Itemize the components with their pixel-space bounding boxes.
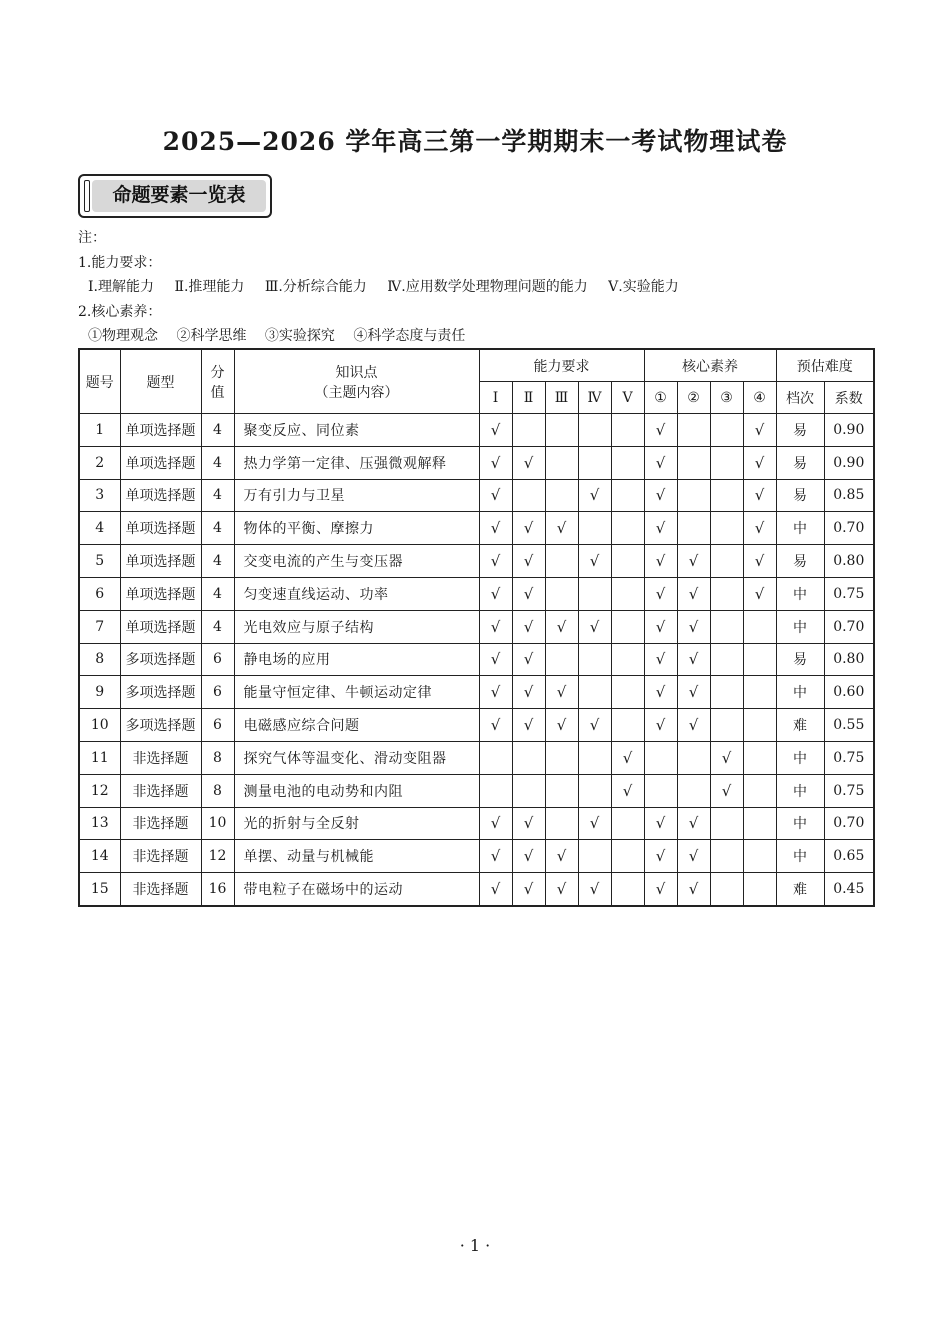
cell-score: 6	[201, 643, 234, 676]
cell-topic: 探究气体等温变化、滑动变阻器	[234, 741, 479, 774]
cell-literacy-check: √	[743, 545, 776, 578]
cell-score: 6	[201, 676, 234, 709]
cell-score: 4	[201, 577, 234, 610]
cell-ability-check	[545, 741, 578, 774]
cell-literacy-check: √	[677, 873, 710, 906]
cell-ability-check: √	[479, 643, 512, 676]
cell-ability-check: √	[512, 807, 545, 840]
cell-level: 中	[776, 512, 824, 545]
cell-literacy-check	[677, 479, 710, 512]
cell-literacy-check: √	[710, 741, 743, 774]
cell-type: 非选择题	[120, 774, 201, 807]
header-score	[201, 349, 234, 414]
cell-coef: 0.90	[824, 446, 874, 479]
literacy-title: 2.核心素养：	[78, 303, 162, 320]
cell-ability-check: √	[545, 709, 578, 742]
cell-coef: 0.70	[824, 807, 874, 840]
page-number: · 1 ·	[459, 1236, 491, 1255]
cell-ability-check: √	[578, 807, 611, 840]
cell-ability-check	[578, 643, 611, 676]
cell-literacy-check: √	[677, 807, 710, 840]
cell-topic: 带电粒子在磁场中的运动	[234, 873, 479, 906]
cell-literacy-check: √	[677, 676, 710, 709]
table-row	[79, 774, 874, 807]
cell-level: 中	[776, 676, 824, 709]
cell-ability-check: √	[479, 479, 512, 512]
cell-coef: 0.75	[824, 741, 874, 774]
cell-literacy-check: √	[743, 414, 776, 447]
cell-ability-check	[578, 414, 611, 447]
table-row	[79, 643, 874, 676]
cell-literacy-check: √	[743, 446, 776, 479]
cell-ability-check	[611, 545, 644, 578]
cell-topic: 单摆、动量与机械能	[234, 840, 479, 873]
cell-literacy-check: √	[644, 840, 677, 873]
cell-coef: 0.45	[824, 873, 874, 906]
cell-ability-check: √	[512, 676, 545, 709]
cell-literacy-check: √	[644, 610, 677, 643]
cell-topic: 交变电流的产生与变压器	[234, 545, 479, 578]
literacy-item: ③实验探究	[264, 328, 335, 344]
cell-num: 7	[79, 610, 120, 643]
cell-ability-check: √	[479, 807, 512, 840]
cell-literacy-check	[710, 676, 743, 709]
cell-literacy-check	[710, 446, 743, 479]
cell-ability-check	[611, 873, 644, 906]
cell-num: 12	[79, 774, 120, 807]
element-table	[78, 348, 875, 907]
cell-topic: 热力学第一定律、压强微观解释	[234, 446, 479, 479]
cell-type: 单项选择题	[120, 545, 201, 578]
cell-ability-check: √	[479, 512, 512, 545]
cell-ability-check	[512, 479, 545, 512]
table-row	[79, 840, 874, 873]
cell-level: 易	[776, 414, 824, 447]
cell-num: 6	[79, 577, 120, 610]
cell-ability-check: √	[545, 610, 578, 643]
cell-type: 非选择题	[120, 873, 201, 906]
cell-literacy-check	[677, 512, 710, 545]
cell-coef: 0.70	[824, 512, 874, 545]
cell-literacy-check	[743, 676, 776, 709]
cell-type: 非选择题	[120, 741, 201, 774]
cell-coef: 0.80	[824, 643, 874, 676]
cell-num: 2	[79, 446, 120, 479]
cell-ability-check: √	[578, 479, 611, 512]
cell-ability-check	[578, 512, 611, 545]
cell-topic: 静电场的应用	[234, 643, 479, 676]
cell-literacy-check	[710, 873, 743, 906]
cell-coef: 0.75	[824, 577, 874, 610]
table-row	[79, 545, 874, 578]
cell-ability-check	[578, 676, 611, 709]
cell-literacy-check	[743, 807, 776, 840]
cell-ability-check: √	[512, 610, 545, 643]
cell-topic: 光的折射与全反射	[234, 807, 479, 840]
cell-coef: 0.55	[824, 709, 874, 742]
cell-literacy-check	[644, 741, 677, 774]
cell-literacy-check: √	[677, 709, 710, 742]
cell-literacy-check	[677, 446, 710, 479]
cell-ability-check	[611, 446, 644, 479]
cell-coef: 0.80	[824, 545, 874, 578]
cell-ability-check	[545, 643, 578, 676]
cell-num: 11	[79, 741, 120, 774]
cell-score: 10	[201, 807, 234, 840]
header-literacy-col: ①	[644, 382, 677, 414]
cell-ability-check	[545, 807, 578, 840]
literacy-list	[78, 324, 695, 349]
cell-literacy-check: √	[644, 643, 677, 676]
cell-ability-check	[545, 774, 578, 807]
cell-coef: 0.85	[824, 479, 874, 512]
cell-literacy-check: √	[644, 446, 677, 479]
cell-coef: 0.60	[824, 676, 874, 709]
page-title: 2025—2026 学年高三第一学期期末一考试物理试卷	[162, 127, 788, 156]
cell-ability-check: √	[479, 446, 512, 479]
cell-type: 单项选择题	[120, 610, 201, 643]
table-row	[79, 741, 874, 774]
cell-literacy-check	[710, 610, 743, 643]
badge-decoration	[84, 180, 90, 212]
cell-ability-check	[611, 610, 644, 643]
cell-type: 多项选择题	[120, 676, 201, 709]
cell-ability-check	[578, 446, 611, 479]
cell-literacy-check: √	[644, 676, 677, 709]
cell-level: 易	[776, 479, 824, 512]
cell-score: 4	[201, 414, 234, 447]
table-row	[79, 479, 874, 512]
header-ability: 能力要求	[479, 349, 644, 382]
cell-ability-check: √	[545, 873, 578, 906]
cell-ability-check: √	[512, 709, 545, 742]
cell-ability-check: √	[512, 577, 545, 610]
cell-ability-check: √	[512, 873, 545, 906]
cell-literacy-check: √	[644, 709, 677, 742]
header-literacy-col: ②	[677, 382, 710, 414]
header-topic-top: 知识点	[335, 364, 378, 381]
cell-ability-check	[512, 774, 545, 807]
header-topic-bottom: （主题内容）	[314, 384, 399, 401]
header-literacy-col: ③	[710, 382, 743, 414]
cell-literacy-check: √	[710, 774, 743, 807]
cell-num: 14	[79, 840, 120, 873]
cell-num: 5	[79, 545, 120, 578]
cell-level: 难	[776, 873, 824, 906]
cell-literacy-check	[677, 414, 710, 447]
cell-literacy-check	[743, 643, 776, 676]
cell-ability-check	[578, 741, 611, 774]
cell-ability-check: √	[578, 873, 611, 906]
cell-score: 8	[201, 774, 234, 807]
cell-level: 中	[776, 840, 824, 873]
header-ability-col: Ⅳ	[578, 382, 611, 414]
cell-type: 单项选择题	[120, 512, 201, 545]
cell-literacy-check	[677, 774, 710, 807]
table-row	[79, 446, 874, 479]
cell-ability-check	[545, 545, 578, 578]
header-ability-col: Ⅲ	[545, 382, 578, 414]
cell-ability-check: √	[545, 840, 578, 873]
notes-header: 注：	[78, 230, 106, 246]
cell-literacy-check: √	[743, 577, 776, 610]
cell-literacy-check	[710, 840, 743, 873]
cell-ability-check: √	[578, 545, 611, 578]
cell-type: 多项选择题	[120, 643, 201, 676]
cell-num: 3	[79, 479, 120, 512]
cell-literacy-check	[710, 643, 743, 676]
table-row	[79, 414, 874, 447]
cell-ability-check	[611, 577, 644, 610]
cell-literacy-check	[743, 774, 776, 807]
table-row	[79, 873, 874, 906]
ability-item: Ⅱ.推理能力	[174, 279, 245, 295]
cell-num: 15	[79, 873, 120, 906]
cell-ability-check	[545, 479, 578, 512]
cell-level: 易	[776, 545, 824, 578]
cell-ability-check	[545, 414, 578, 447]
cell-literacy-check	[644, 774, 677, 807]
cell-ability-check	[611, 643, 644, 676]
cell-type: 非选择题	[120, 807, 201, 840]
header-ability-col: Ⅰ	[479, 382, 512, 414]
header-literacy-col: ④	[743, 382, 776, 414]
cell-num: 13	[79, 807, 120, 840]
header-score-bottom: 值	[210, 384, 225, 401]
cell-literacy-check	[743, 840, 776, 873]
header-score-top: 分	[210, 364, 225, 381]
cell-literacy-check	[710, 807, 743, 840]
section-badge-label: 命题要素一览表	[92, 180, 266, 212]
cell-coef: 0.70	[824, 610, 874, 643]
cell-topic: 物体的平衡、摩擦力	[234, 512, 479, 545]
cell-literacy-check: √	[677, 545, 710, 578]
cell-ability-check: √	[611, 741, 644, 774]
cell-ability-check	[578, 577, 611, 610]
cell-ability-check	[611, 512, 644, 545]
cell-ability-check	[545, 446, 578, 479]
cell-ability-check	[611, 807, 644, 840]
cell-literacy-check: √	[644, 873, 677, 906]
section-badge	[78, 174, 272, 218]
ability-item: Ⅲ.分析综合能力	[264, 279, 367, 295]
cell-ability-check	[611, 479, 644, 512]
cell-ability-check: √	[479, 709, 512, 742]
cell-ability-check	[611, 676, 644, 709]
cell-literacy-check: √	[743, 479, 776, 512]
cell-literacy-check: √	[677, 610, 710, 643]
cell-score: 16	[201, 873, 234, 906]
cell-score: 4	[201, 545, 234, 578]
cell-ability-check: √	[479, 840, 512, 873]
cell-literacy-check: √	[644, 512, 677, 545]
cell-ability-check: √	[479, 577, 512, 610]
cell-ability-check	[611, 709, 644, 742]
cell-ability-check	[479, 741, 512, 774]
cell-literacy-check: √	[644, 414, 677, 447]
cell-topic: 测量电池的电动势和内阻	[234, 774, 479, 807]
cell-type: 单项选择题	[120, 446, 201, 479]
header-topic	[234, 349, 479, 414]
cell-level: 易	[776, 643, 824, 676]
cell-num: 8	[79, 643, 120, 676]
cell-ability-check	[479, 774, 512, 807]
cell-literacy-check	[710, 709, 743, 742]
literacy-item: ②科学思维	[176, 328, 247, 344]
cell-ability-check: √	[479, 873, 512, 906]
cell-ability-check	[512, 741, 545, 774]
cell-score: 8	[201, 741, 234, 774]
cell-type: 单项选择题	[120, 577, 201, 610]
cell-literacy-check	[743, 741, 776, 774]
cell-num: 10	[79, 709, 120, 742]
cell-num: 1	[79, 414, 120, 447]
cell-literacy-check: √	[644, 577, 677, 610]
cell-coef: 0.65	[824, 840, 874, 873]
ability-item: Ⅴ.实验能力	[608, 279, 679, 295]
cell-level: 中	[776, 610, 824, 643]
cell-type: 多项选择题	[120, 709, 201, 742]
cell-ability-check: √	[512, 643, 545, 676]
header-coef: 系数	[824, 382, 874, 414]
cell-literacy-check	[743, 873, 776, 906]
cell-literacy-check: √	[644, 807, 677, 840]
cell-literacy-check	[743, 610, 776, 643]
table-row	[79, 807, 874, 840]
cell-topic: 聚变反应、同位素	[234, 414, 479, 447]
cell-literacy-check	[677, 741, 710, 774]
cell-literacy-check	[710, 577, 743, 610]
ability-title: 1.能力要求：	[78, 254, 162, 271]
header-ability-col: Ⅴ	[611, 382, 644, 414]
cell-literacy-check: √	[644, 479, 677, 512]
cell-coef: 0.90	[824, 414, 874, 447]
cell-topic: 电磁感应综合问题	[234, 709, 479, 742]
cell-ability-check: √	[512, 512, 545, 545]
table-row	[79, 512, 874, 545]
cell-ability-check: √	[479, 414, 512, 447]
cell-ability-check: √	[512, 545, 545, 578]
cell-ability-check: √	[512, 840, 545, 873]
cell-literacy-check	[743, 709, 776, 742]
cell-level: 中	[776, 741, 824, 774]
cell-topic: 光电效应与原子结构	[234, 610, 479, 643]
cell-literacy-check	[710, 545, 743, 578]
cell-ability-check	[578, 840, 611, 873]
cell-ability-check: √	[545, 512, 578, 545]
notes-section	[78, 226, 695, 349]
cell-type: 单项选择题	[120, 479, 201, 512]
cell-ability-check: √	[578, 610, 611, 643]
header-ability-col: Ⅱ	[512, 382, 545, 414]
cell-literacy-check	[710, 512, 743, 545]
cell-coef: 0.75	[824, 774, 874, 807]
header-type: 题型	[120, 349, 201, 414]
cell-ability-check	[611, 840, 644, 873]
header-level: 档次	[776, 382, 824, 414]
cell-level: 中	[776, 774, 824, 807]
cell-ability-check: √	[578, 709, 611, 742]
table-row	[79, 577, 874, 610]
cell-ability-check: √	[512, 446, 545, 479]
cell-topic: 匀变速直线运动、功率	[234, 577, 479, 610]
cell-score: 4	[201, 479, 234, 512]
cell-score: 12	[201, 840, 234, 873]
ability-item: Ⅰ.理解能力	[88, 279, 154, 295]
ability-item: Ⅳ.应用数学处理物理问题的能力	[387, 279, 588, 295]
cell-topic: 万有引力与卫星	[234, 479, 479, 512]
cell-ability-check: √	[479, 545, 512, 578]
cell-ability-check: √	[545, 676, 578, 709]
cell-ability-check	[545, 577, 578, 610]
cell-level: 中	[776, 807, 824, 840]
header-literacy: 核心素养	[644, 349, 776, 382]
cell-ability-check	[578, 774, 611, 807]
cell-num: 9	[79, 676, 120, 709]
cell-score: 6	[201, 709, 234, 742]
ability-list	[78, 275, 695, 300]
table-row	[79, 676, 874, 709]
cell-level: 易	[776, 446, 824, 479]
header-num: 题号	[79, 349, 120, 414]
cell-type: 非选择题	[120, 840, 201, 873]
cell-level: 难	[776, 709, 824, 742]
literacy-item: ①物理观念	[88, 328, 158, 344]
cell-literacy-check: √	[743, 512, 776, 545]
cell-ability-check: √	[611, 774, 644, 807]
literacy-item: ④科学态度与责任	[353, 328, 466, 344]
cell-literacy-check	[710, 479, 743, 512]
cell-literacy-check: √	[644, 545, 677, 578]
cell-ability-check	[512, 414, 545, 447]
cell-type: 单项选择题	[120, 414, 201, 447]
table-row	[79, 610, 874, 643]
cell-literacy-check	[710, 414, 743, 447]
cell-score: 4	[201, 610, 234, 643]
cell-literacy-check: √	[677, 643, 710, 676]
table-row	[79, 709, 874, 742]
cell-ability-check: √	[479, 676, 512, 709]
cell-ability-check	[611, 414, 644, 447]
cell-literacy-check: √	[677, 577, 710, 610]
cell-literacy-check: √	[677, 840, 710, 873]
cell-score: 4	[201, 512, 234, 545]
cell-num: 4	[79, 512, 120, 545]
cell-topic: 能量守恒定律、牛顿运动定律	[234, 676, 479, 709]
header-difficulty: 预估难度	[776, 349, 874, 382]
cell-level: 中	[776, 577, 824, 610]
cell-score: 4	[201, 446, 234, 479]
cell-ability-check: √	[479, 610, 512, 643]
